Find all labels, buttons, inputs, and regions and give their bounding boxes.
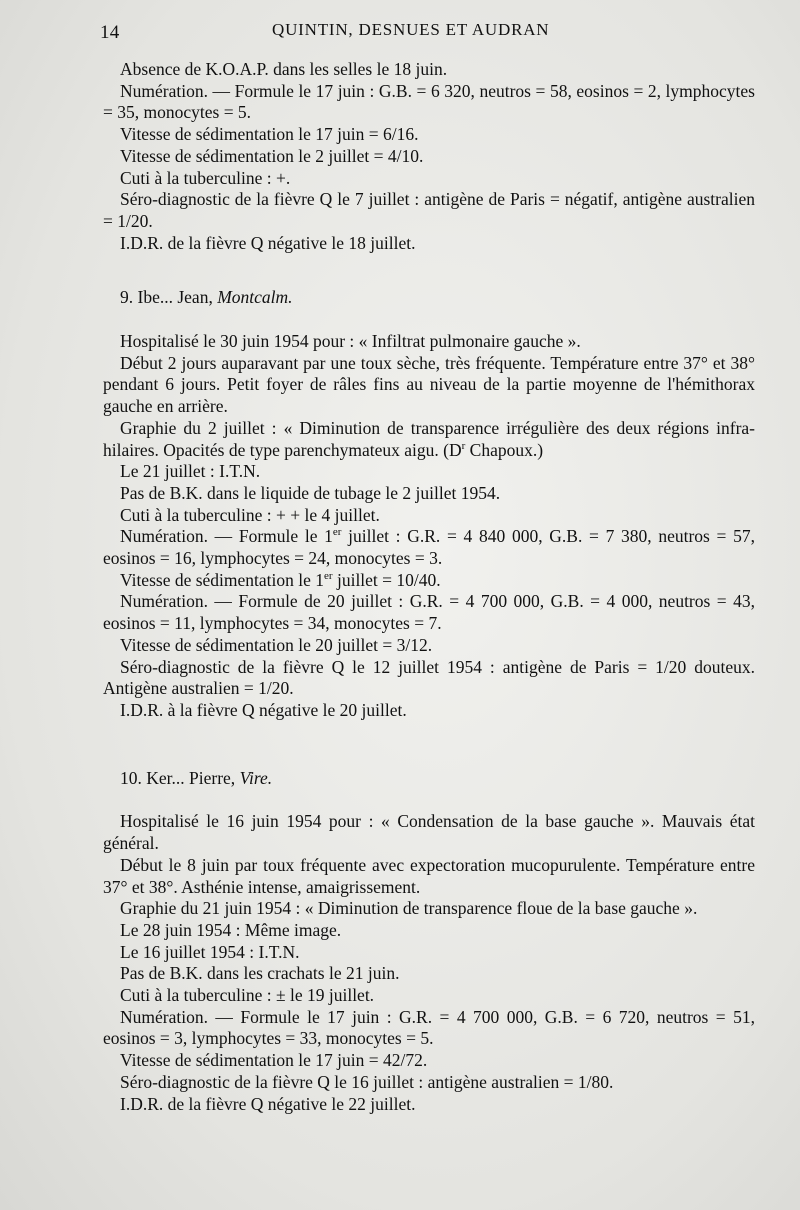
paragraph: I.D.R. à la fièvre Q négative le 20 juillet. [120,699,407,720]
superscript: r [461,439,466,452]
paragraph: Numération. — Formule de 20 juillet : G.R. = 4 700 000, G.B. = 4 000, neutros = 43, eosinos = 11, lymphocytes = 34, monocytes = 7. [103,591,755,634]
paragraph: Cuti à la tuberculine : + + le 4 juillet. [120,504,380,525]
text-run: Chapoux.) [465,439,544,460]
paragraph [103,418,755,461]
paragraph: Le 21 juillet : I.T.N. [120,461,261,482]
page-header [100,16,700,46]
paragraph: Vitesse de sédimentation le 17 juin = 6/16. [120,124,419,145]
case-place: Montcalm. [217,287,293,308]
paragraph: Graphie du 21 juin 1954 : « Diminution de transparence floue de la base gauche ». [120,898,698,919]
paragraph: Numération. — Formule le 17 juin : G.R. = 4 700 000, G.B. = 6 720, neutros = 51, eosinos = 3, lymphocytes = 33, monocytes = 5. [103,1006,755,1049]
paragraph: Pas de B.K. dans les crachats le 21 juin. [120,963,400,984]
paragraph: Début 2 jours auparavant par une toux sèche, très fréquente. Température entre 37° et 38° pendant 6 jours. Petit foyer de râles fins au niveau de la partie moyenne de l'hémithorax gauche en arrière. [103,352,755,417]
page-body [103,59,755,1115]
paragraph: Cuti à la tuberculine : ± le 19 juillet. [120,985,375,1006]
case-heading-10 [103,768,755,790]
text-run: Graphie du 2 juillet : « Diminution de transparence irrégulière des deux régions infra-hilaires. Opacités de type parenchymateux aigu. (D [103,417,755,460]
case-number: 9. Ibe... Jean, [120,287,218,308]
running-title: QUINTIN, DESNUES ET AUDRAN [272,20,550,39]
paragraph: Séro-diagnostic de la fièvre Q le 16 juillet : antigène australien = 1/80. [120,1071,614,1092]
case-number: 10. Ker... Pierre, [120,767,240,788]
text-run: Vitesse de sédimentation le 1 [120,569,325,590]
paragraph: Numération. — Formule le 17 juin : G.B. = 6 320, neutros = 58, eosinos = 2, lymphocytes = 35, monocytes = 5. [103,80,755,123]
superscript: er [332,526,342,539]
paragraph: Hospitalisé le 16 juin 1954 pour : « Condensation de la base gauche ». Mauvais état général. [103,811,755,854]
paragraph: Séro-diagnostic de la fièvre Q le 12 juillet 1954 : antigène de Paris = 1/20 douteux. Antigène australien = 1/20. [103,656,755,699]
paragraph: Vitesse de sédimentation le 2 juillet = 4/10. [120,145,424,166]
paragraph: Hospitalisé le 30 juin 1954 pour : « Infiltrat pulmonaire gauche ». [120,331,581,352]
case-heading-9 [103,287,755,309]
paragraph: Absence de K.O.A.P. dans les selles le 18 juin. [120,59,448,79]
paragraph: I.D.R. de la fièvre Q négative le 18 juillet. [120,232,416,253]
text-run: Numération. — Formule le 1 [120,526,333,547]
paragraph: Pas de B.K. dans le liquide de tubage le 2 juillet 1954. [120,482,501,503]
paragraph: Cuti à la tuberculine : +. [120,167,291,188]
page-number: 14 [100,22,120,43]
superscript: er [324,569,333,582]
paragraph: Le 28 juin 1954 : Même image. [120,919,342,940]
paragraph: Vitesse de sédimentation le 17 juin = 42/72. [120,1050,428,1071]
paragraph: I.D.R. de la fièvre Q négative le 22 juillet. [120,1093,416,1114]
paragraph: Le 16 juillet 1954 : I.T.N. [120,941,300,962]
paragraph: Vitesse de sédimentation le 20 juillet = 3/12. [120,634,433,655]
case-place: Vire. [239,767,273,788]
paragraph: Début le 8 juin par toux fréquente avec expectoration mucopurulente. Température entre 37° et 38°. Asthénie intense, amaigrissement. [103,854,755,897]
paragraph [103,526,755,569]
paragraph [103,570,755,592]
paragraph: Séro-diagnostic de la fièvre Q le 7 juillet : antigène de Paris = négatif, antigène australien = 1/20. [103,189,755,231]
text-run: juillet : G.R. = 4 840 000, G.B. = 7 380, neutros = 57, eosinos = 16, lymphocytes = 24, monocytes = 3. [103,526,755,569]
text-run: juillet = 10/40. [332,569,441,590]
